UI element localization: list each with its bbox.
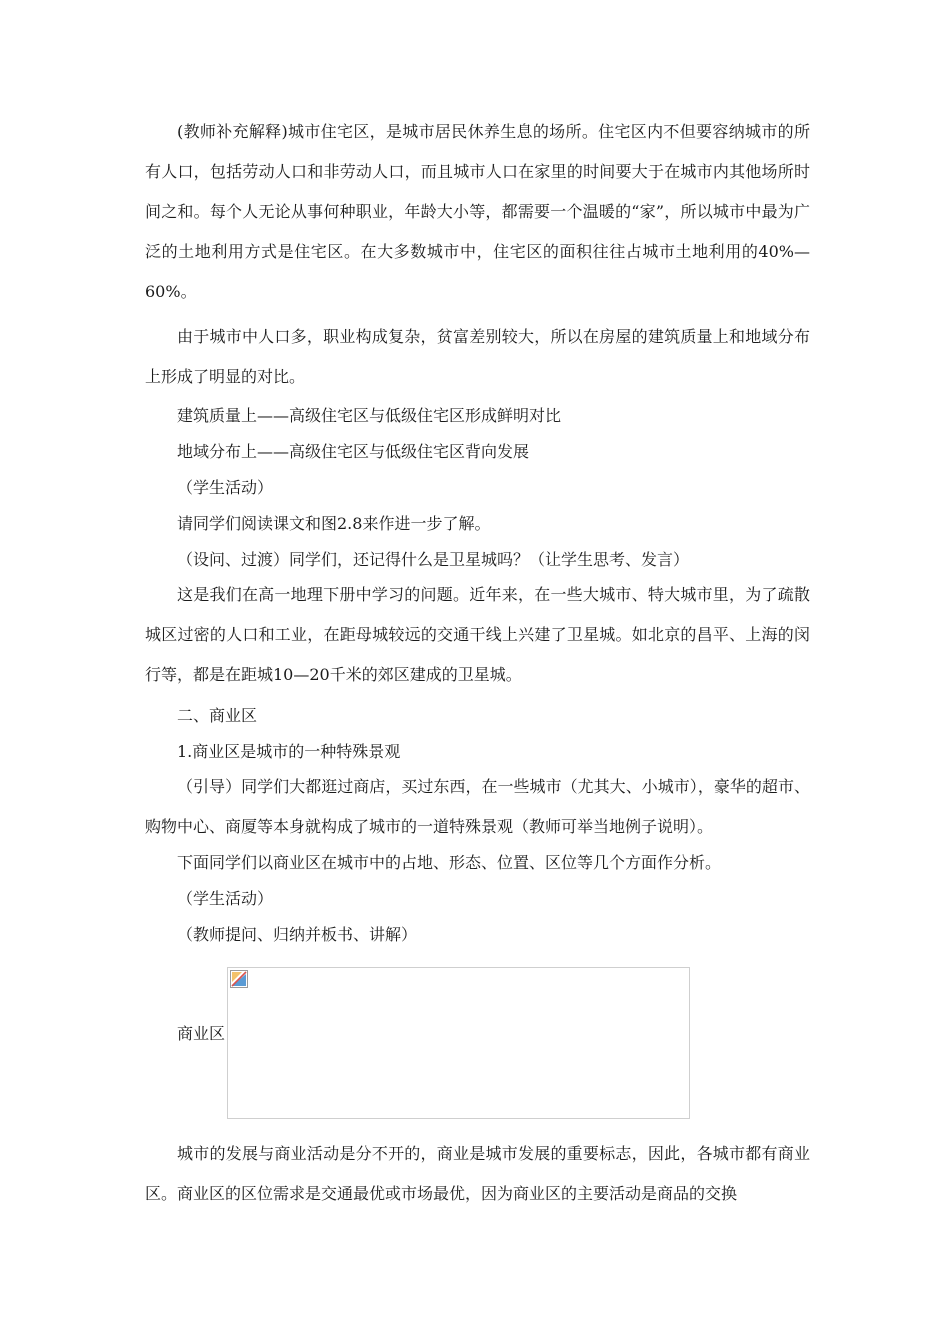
image-placeholder xyxy=(227,967,690,1119)
broken-image-icon xyxy=(230,970,248,988)
line-satellite-question: （设问、过渡）同学们，还记得什么是卫星城吗？（让学生思考、发言） xyxy=(177,550,690,569)
line-teacher-questions: （教师提问、归纳并板书、讲解） xyxy=(177,925,418,944)
line-regional-distribution: 地域分布上——高级住宅区与低级住宅区背向发展 xyxy=(177,442,530,461)
paragraph-residential: (教师补充解释)城市住宅区，是城市居民休养生息的场所。住宅区内不但要容纳城市的所有人口，包括劳动人口和非劳动人口，而且城市人口在家里的时间要大于在城市内其他场所时间之和。每个人无论从事何种职业，年龄大小等，都需要一个温暖的“家”，所以城市中最为广泛的土地利用方式是住宅区。在大多数城市中，住宅区的面积往往占城市土地利用的40%—60%。 xyxy=(145,122,810,301)
figure-label: 商业区 xyxy=(177,1024,226,1043)
line-student-activity-2: （学生活动） xyxy=(177,889,274,908)
line-building-quality: 建筑质量上——高级住宅区与低级住宅区形成鲜明对比 xyxy=(177,406,562,425)
subheading-special-landscape: 1.商业区是城市的一种特殊景观 xyxy=(177,742,401,761)
line-analysis: 下面同学们以商业区在城市中的占地、形态、位置、区位等几个方面作分析。 xyxy=(177,853,722,872)
paragraph-contrast: 由于城市中人口多，职业构成复杂，贫富差别较大，所以在房屋的建筑质量上和地域分布上形成了明显的对比。 xyxy=(145,327,810,386)
paragraph-satellite-city: 这是我们在高一地理下册中学习的问题。近年来，在一些大城市、特大城市里，为了疏散城区过密的人口和工业，在距母城较远的交通干线上兴建了卫星城。如北京的昌平、上海的闵行等，都是在距城10—20千米的郊区建成的卫星城。 xyxy=(145,585,810,684)
paragraph-commerce-development: 城市的发展与商业活动是分不开的，商业是城市发展的重要标志，因此，各城市都有商业区。商业区的区位需求是交通最优或市场最优，因为商业区的主要活动是商品的交换 xyxy=(145,1144,810,1203)
paragraph-guide: （引导）同学们大都逛过商店，买过东西，在一些城市（尤其大、小城市），豪华的超市、购物中心、商厦等本身就构成了城市的一道特殊景观（教师可举当地例子说明）。 xyxy=(145,777,810,836)
line-read-figure: 请同学们阅读课文和图2.8来作进一步了解。 xyxy=(177,514,491,533)
line-student-activity-1: （学生活动） xyxy=(177,478,274,497)
heading-commercial-area: 二、商业区 xyxy=(177,706,258,725)
